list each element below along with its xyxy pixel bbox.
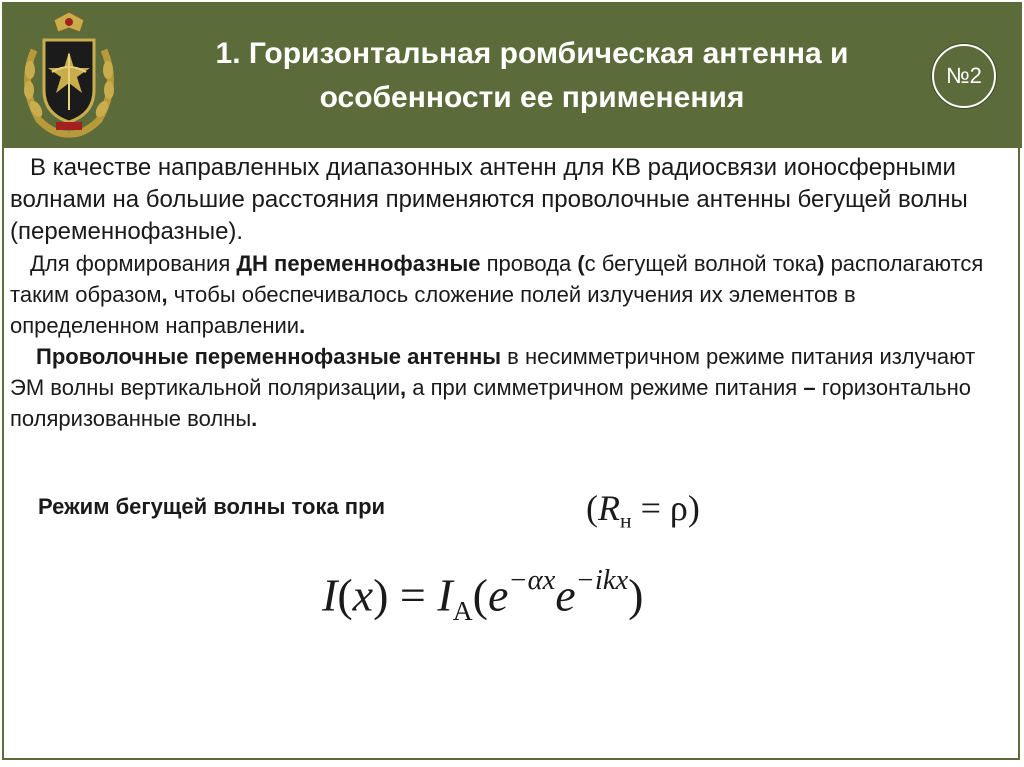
p2-text-g: располагаются таким образом <box>10 251 984 307</box>
f2-subscript: A <box>452 595 473 627</box>
p2-paren-close: ) <box>817 251 825 276</box>
p2-text-bold: ДН переменнофазные <box>236 251 481 276</box>
f2-exponent-1: −αx <box>508 565 556 596</box>
formula-load-condition <box>586 487 700 534</box>
frame-bottom <box>2 758 1020 760</box>
p3-text-bold: Проволочные переменнофазные антенны <box>36 344 502 369</box>
military-emblem-icon <box>14 10 124 140</box>
slide-number-badge: №2 <box>932 44 996 108</box>
p3-dash: – <box>803 375 816 400</box>
f2-arg-close: ) <box>373 569 389 621</box>
formula-caption: Режим бегущей волны тока при <box>38 494 386 519</box>
f2-i: I <box>322 569 338 621</box>
p2-text-i: чтобы обеспечивалось сложение полей излучения их элементов в определенном направлении <box>10 282 856 338</box>
paragraph-3 <box>10 341 1000 434</box>
paragraph-1 <box>10 152 1000 248</box>
title-line-2: особенности ее применения <box>319 81 745 114</box>
f2-arg-open: ( <box>337 569 353 621</box>
p2-period: . <box>299 313 306 338</box>
p3-text-b: в несимметричном режиме питания излучают ЭМ волны вертикальной поляризации <box>10 344 976 400</box>
title-line-1: 1. Горизонтальная ромбическая антенна и <box>215 37 849 70</box>
p2-comma: , <box>161 282 168 307</box>
p3-comma: , <box>400 375 407 400</box>
f1-equals-rho: = ρ <box>631 488 688 528</box>
p3-text-f: горизонтально поляризованные волны <box>10 375 971 431</box>
f2-paren-close: ) <box>628 569 644 621</box>
body-text <box>10 152 1000 434</box>
f2-paren-open: ( <box>472 569 488 621</box>
p2-text-c: провода <box>480 251 578 276</box>
f1-paren-close: ) <box>687 488 700 528</box>
frame-left <box>2 148 4 760</box>
f2-equals: = <box>388 569 438 621</box>
f2-x: x <box>352 569 374 621</box>
formula-current <box>322 565 643 627</box>
f2-e2: e <box>555 569 576 621</box>
f1-paren-open: ( <box>586 488 598 528</box>
header-bar <box>2 2 1022 148</box>
f2-i-amplitude: I <box>437 569 453 621</box>
frame-right <box>1018 148 1020 760</box>
f1-subscript: н <box>620 508 632 533</box>
f2-exponent-2: −ikx <box>575 565 629 596</box>
f1-r: R <box>598 488 620 528</box>
paragraph-2 <box>10 248 1000 341</box>
f2-e1: e <box>487 569 509 621</box>
p3-text-d: а при симметричном режиме питания <box>406 375 804 400</box>
p2-paren-open: ( <box>577 251 585 276</box>
p2-text-e: с бегущей волной тока <box>584 251 818 276</box>
slide-title <box>152 32 912 120</box>
paragraph-1-text: В качестве направленных диапазонных антенн для КВ радиосвязи ионосферными волнами на большие расстояния применяются проволочные антенны бегущей волны (переменнофазные). <box>10 154 968 245</box>
p2-text-a: Для формирования <box>30 251 237 276</box>
p3-period: . <box>251 406 258 431</box>
